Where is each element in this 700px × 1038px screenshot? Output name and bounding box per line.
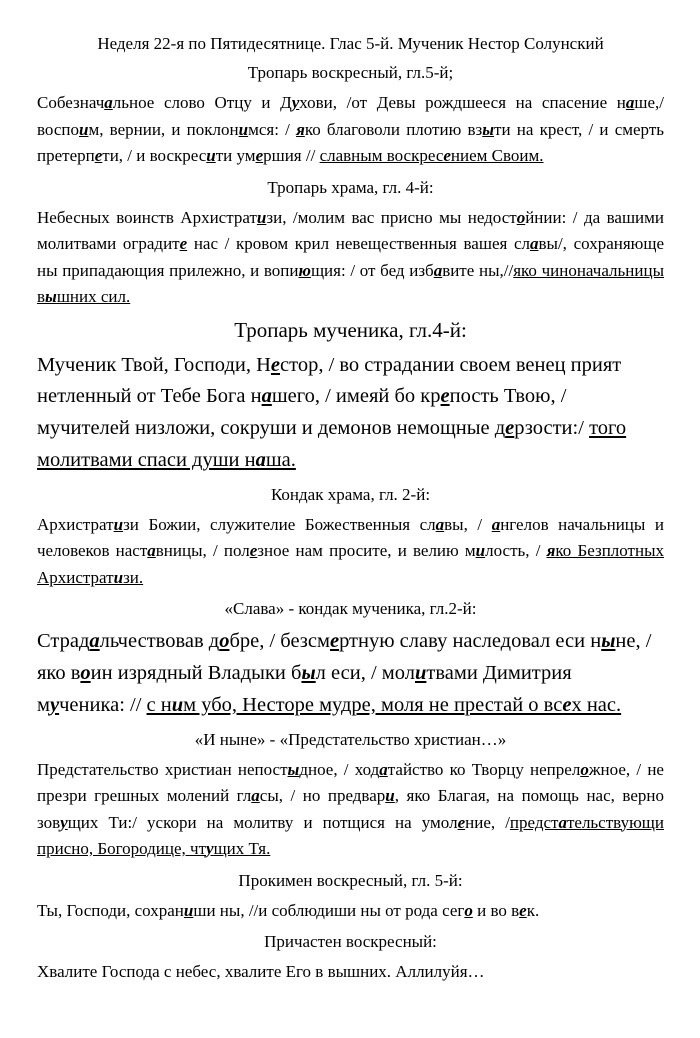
section-body-theotokion: Предстательство христиан непостыдное, / ходатайство ко Творцу непреложное, / не презри грешных молений гласы, / но предвари, яко Благая, на помощь нас, верно зовущих Ти:/ ускори на молитву и потщися на умоление, /предстательствующи присно, Богородице, чтущих Тя. (37, 759, 664, 859)
document-title: Неделя 22-я по Пятидесятнице. Глас 5-й. Мученик Нестор Солунский (97, 34, 604, 53)
section-heading-troparion-sunday: Тропарь воскресный, гл.5-й; (247, 63, 454, 82)
section-body-troparion-temple: Небесных воинств Архистратизи, /молим вас присно мы недостойнии: / да вашими молитвами оградите нас / кровом крил невещественныя вашея славы/, сохраняюще ны припадающия прилежно, и вопиющия: / от бед избавите ны,//яко чиноначальницы вышних сил. (37, 207, 664, 307)
section-heading-troparion-martyr: Тропарь мученика, гл.4-й: (234, 317, 467, 342)
section-troparion-sunday (37, 61, 664, 170)
section-prokeimenon (37, 869, 664, 925)
section-heading-troparion-temple: Тропарь храма, гл. 4-й: (267, 177, 434, 197)
section-troparion-martyr (37, 317, 664, 477)
section-heading-kontakion-martyr: «Слава» - кондак мученика, гл.2-й: (224, 599, 477, 619)
section-body-communion-verse: Хвалите Господа с небес, хвалите Его в вышних. Аллилуйя… (37, 962, 485, 982)
section-heading-theotokion: «И ныне» - «Предстательство христиан…» (194, 729, 507, 749)
section-communion-verse (37, 930, 664, 986)
section-body-troparion-martyr: Мученик Твой, Господи, Нестор, / во страдании своем венец прият нетленный от Тебе Бога нашего, / имеяй бо крепость Твою, / мучителей низложи, сокруши и демонов немощные дерзости:/ того молитвами спаси души наша. (37, 353, 627, 471)
section-heading-kontakion-temple: Кондак храма, гл. 2-й: (270, 484, 431, 504)
section-theotokion (37, 728, 664, 863)
section-kontakion-temple (37, 483, 664, 592)
section-body-kontakion-martyr: Страдальчествовав добре, / безсмертную славу наследовал еси ныне, / яко воин изрядный Владыки был еси, / молитвами Димитрия мученика: // с ним убо, Несторе мудре, моля не престай о всех нас. (37, 630, 652, 716)
section-heading-prokeimenon: Прокимен воскресный, гл. 5-й: (238, 870, 463, 890)
section-body-troparion-sunday: Собезначальное слово Отцу и Духови, /от Девы рождшееся на спасение наше,/ воспоим, вернии, и поклонимся: / яко благоволи плотию взыти на крест, / и смерть претерпети, / и воскресити умершия // славным воскресением Своим. (37, 93, 665, 166)
section-heading-communion-verse: Причастен воскресный: (264, 932, 437, 952)
section-kontakion-martyr (37, 597, 664, 721)
section-body-kontakion-temple: Архистратизи Божии, служителие Божественныя славы, / ангелов начальницы и человеков наставницы, / полезное нам просите, и велию милость, / яко Безплотных Архистратизи. (37, 514, 665, 587)
section-body-prokeimenon: Ты, Господи, сохраниши ны, //и соблюдиши ны от рода сего и во век. (37, 900, 540, 920)
section-troparion-temple (37, 176, 664, 311)
